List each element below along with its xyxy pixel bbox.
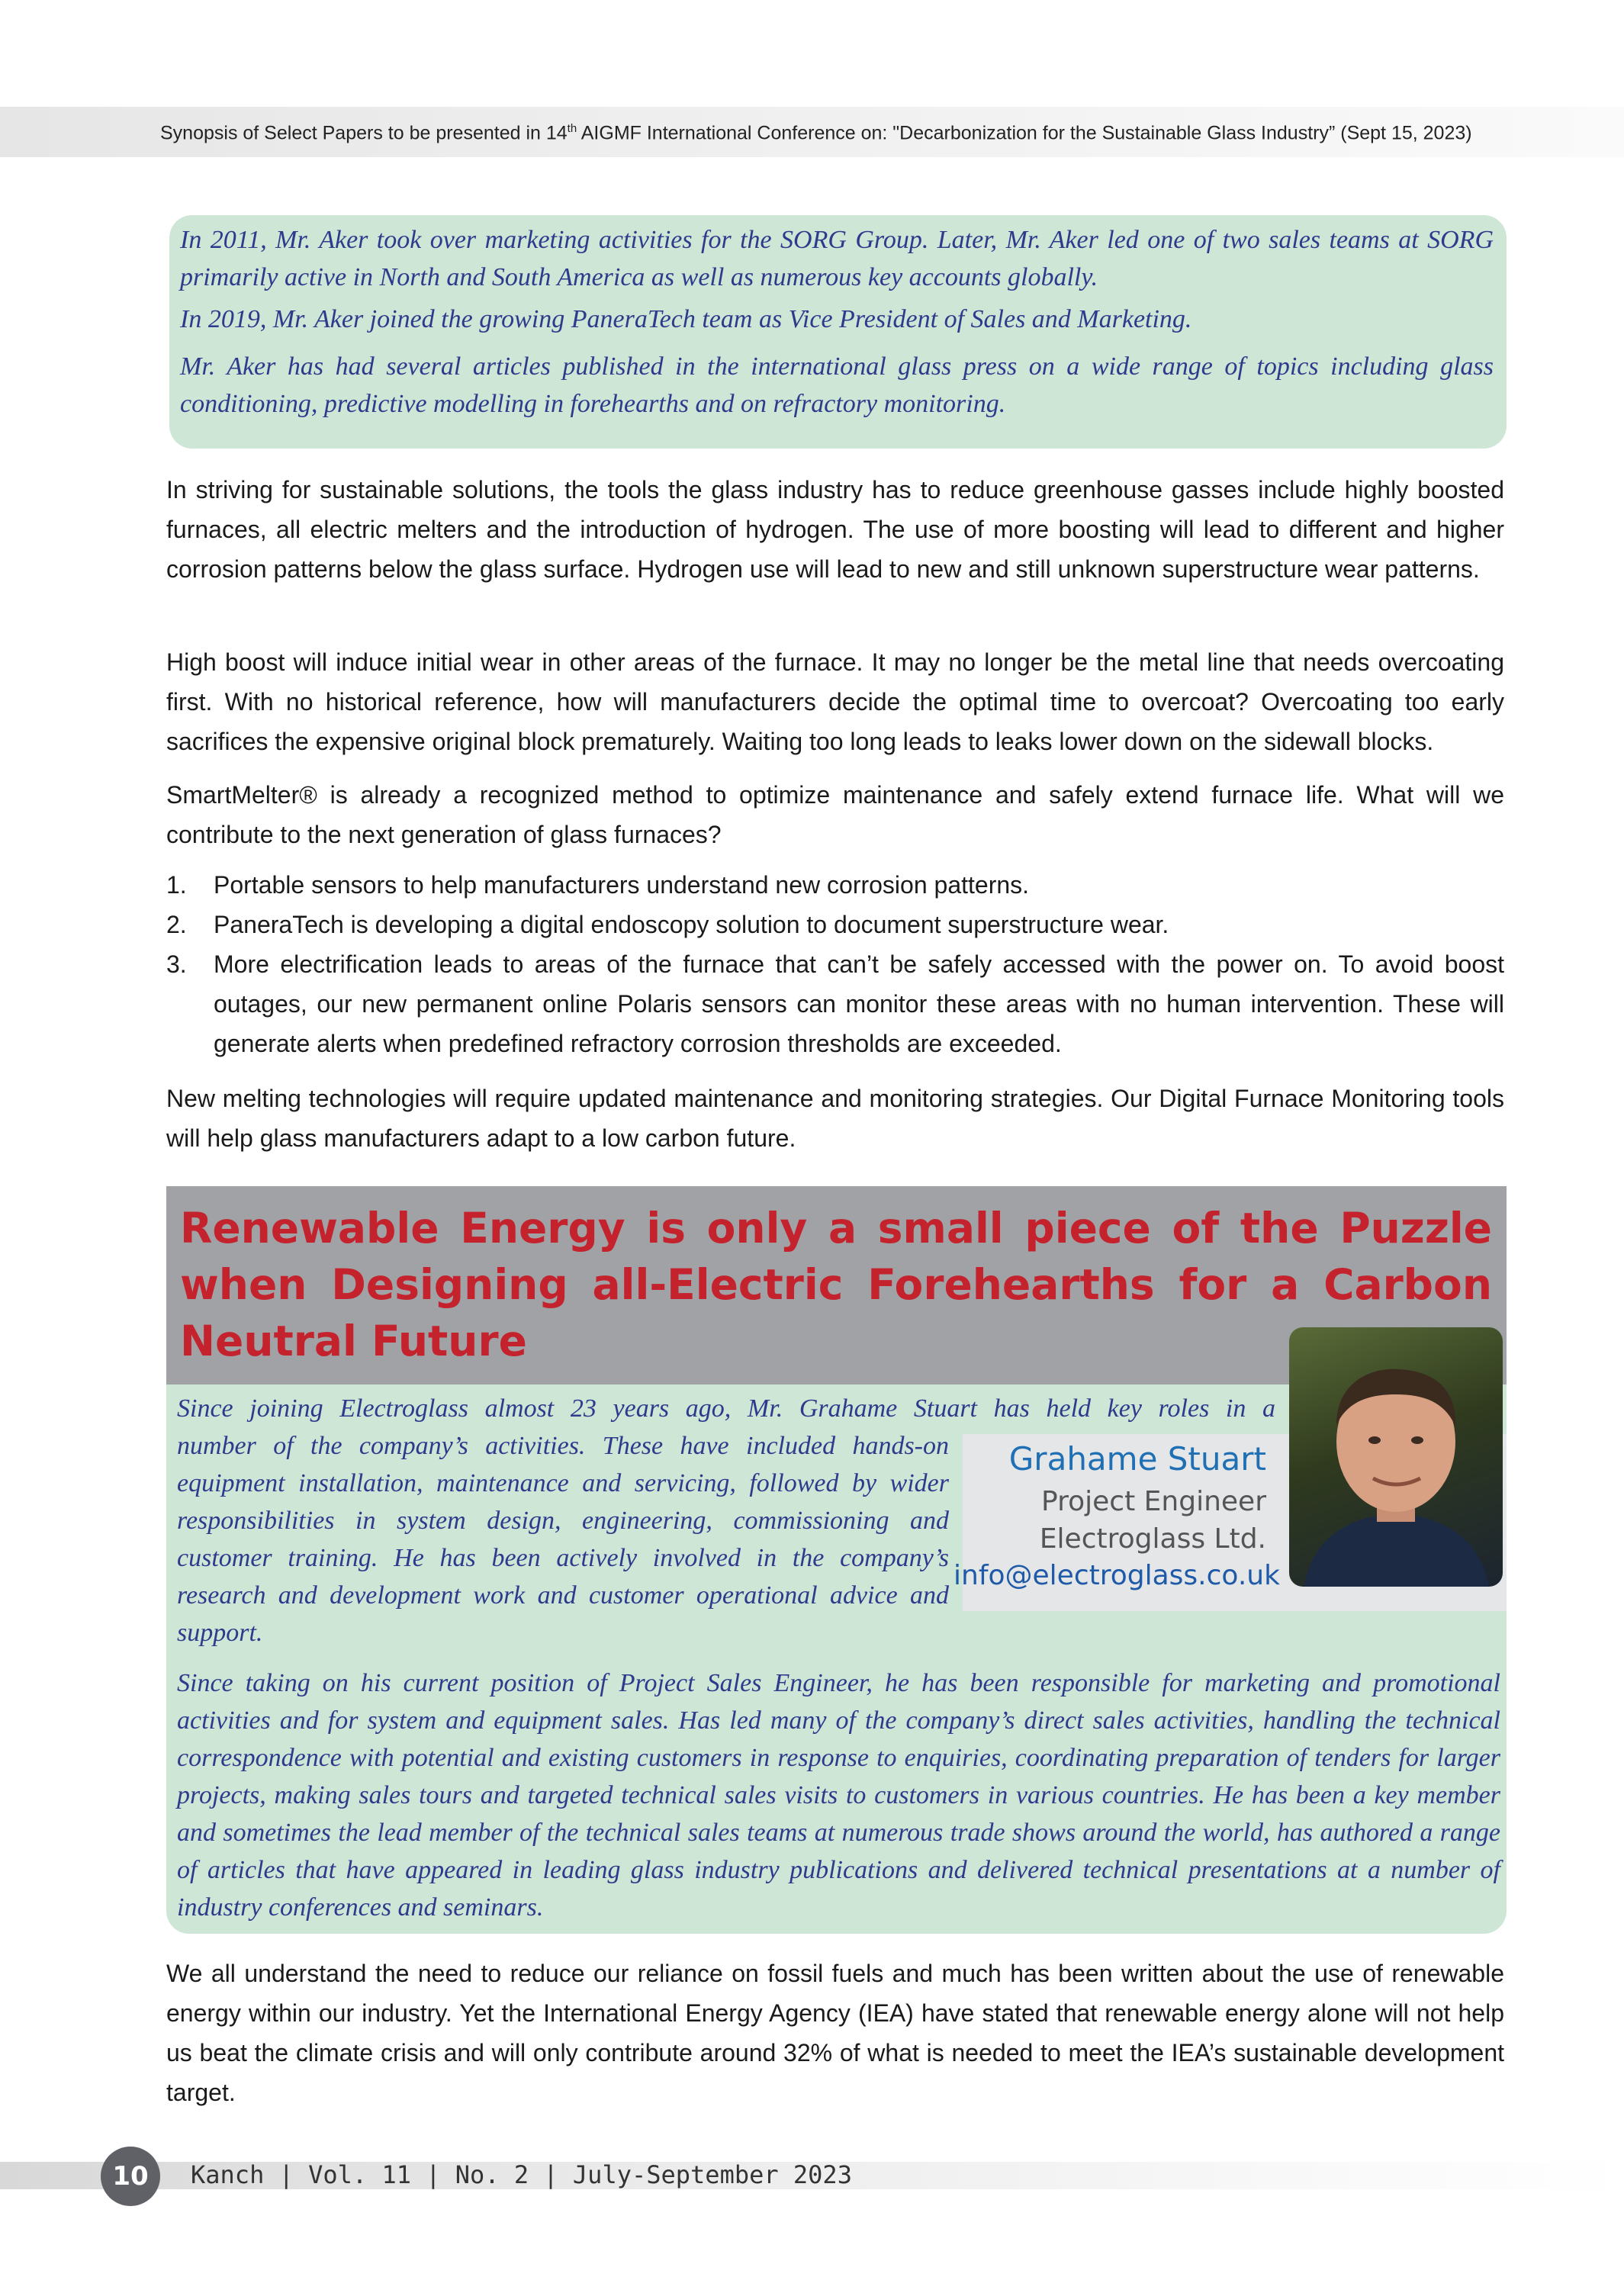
author-email-link[interactable]: info@electroglass.co.uk — [953, 1560, 1280, 1591]
body-paragraph: In striving for sustainable solutions, the tools the glass industry has to reduce greenhouse gasses include highly boosted furnaces, all electric melters and the introduction of hydrogen. The use of more boosting will lead to different and higher corrosion patterns below the glass surface. Hydrogen use will lead to new and still unknown superstructure wear patterns. — [166, 476, 1504, 583]
stuart-bio-paragraph: number of the company’s activities. These have included hands-on equipment installation, maintenance and servicing, followed by wider responsibilities in system design, engineering, commissioning and customer training. He has been actively involved in the company’s research and development work and customer operational advice and support. — [177, 1432, 949, 1647]
author-role: Project Engineer — [1041, 1486, 1266, 1517]
aker-bio-paragraph: In 2011, Mr. Aker took over marketing activities for the SORG Group. Later, Mr. Aker led one of two sales teams at SORG primarily active in North and South America as well as numerous key accounts globally. — [180, 226, 1494, 291]
article-title: Renewable Energy is only a small piece of the Puzzle when Designing all-Electric Forehearths for a Carbon Neutral Future — [180, 1204, 1492, 1365]
author-company: Electroglass Ltd. — [1039, 1523, 1266, 1555]
portrait-image — [1289, 1327, 1503, 1587]
stuart-bio-paragraph: Since taking on his current position of Project Sales Engineer, he has been responsible for marketing and promotional activities and for system and equipment sales. Has led many of the company’s direct sales activities, handling the technical correspondence with potential and existing customers in response to enquiries, coordinating preparation of tenders for larger projects, making sales tours and targeted technical sales visits to customers in various countries. He has been a key member and sometimes the lead member of the technical sales teams at numerous trade shows around the world, has authored a range of articles that have appeared in leading glass industry publications and delivered technical presentations at a number of industry conferences and seminars. — [177, 1669, 1500, 1922]
body-paragraph: High boost will induce initial wear in other areas of the furnace. It may no longer be the metal line that needs overcoating first. With no historical reference, how will manufacturers decide the optimal time to overcoat? Overcoating too early sacrifices the expensive original block prematurely. Waiting too long leads to leaks lower down on the sidewall blocks. — [166, 648, 1504, 755]
author-name: Grahame Stuart — [1008, 1440, 1266, 1478]
list-item: 1. Portable sensors to help manufacturers understand new corrosion patterns. — [166, 871, 1030, 899]
numbered-list — [166, 865, 1504, 1063]
list-item: 3. More electrification leads to areas of the furnace that can’t be safely accessed with the power on. To avoid boost outages, our new permanent online Polaris sensors can monitor these areas with no human intervention. These will generate alerts when predefined refractory corrosion thresholds are exceeded. — [166, 950, 1504, 1057]
running-header: Synopsis of Select Papers to be presented in 14th AIGMF International Conference on: "Decarbonization for the Sustainable Glass Industry” (Sept 15, 2023) — [160, 122, 1472, 144]
body-paragraph: We all understand the need to reduce our reliance on fossil fuels and much has been written about the use of renewable energy within our industry. Yet the International Energy Agency (IEA) have stated that renewable energy alone will not help us beat the climate crisis and will only contribute around 32% of what is needed to meet the IEA’s sustainable development target. — [166, 1960, 1504, 2106]
aker-bio-paragraph: In 2019, Mr. Aker joined the growing PaneraTech team as Vice President of Sales and Marketing. — [180, 305, 1192, 333]
stuart-bio-first-line: Since joining Electroglass almost 23 years ago, Mr. Grahame Stuart has held key roles in a — [177, 1394, 1275, 1423]
page-number: 10 — [101, 2147, 160, 2206]
body-paragraph: SmartMelter® is already a recognized method to optimize maintenance and safely extend furnace life. What will we contribute to the next generation of glass furnaces? — [166, 781, 1504, 848]
journal-footer: Kanch | Vol. 11 | No. 2 | July-September 2023 — [191, 2160, 852, 2189]
list-item: 2. PaneraTech is developing a digital endoscopy solution to document superstructure wear. — [166, 911, 1169, 938]
aker-bio-paragraph: Mr. Aker has had several articles published in the international glass press on a wide range of topics including glass conditioning, predictive modelling in forehearths and on refractory monitoring. — [180, 352, 1494, 418]
author-photo — [1289, 1327, 1503, 1587]
body-paragraph: New melting technologies will require updated maintenance and monitoring strategies. Our Digital Furnace Monitoring tools will help glass manufacturers adapt to a low carbon future. — [166, 1085, 1504, 1152]
